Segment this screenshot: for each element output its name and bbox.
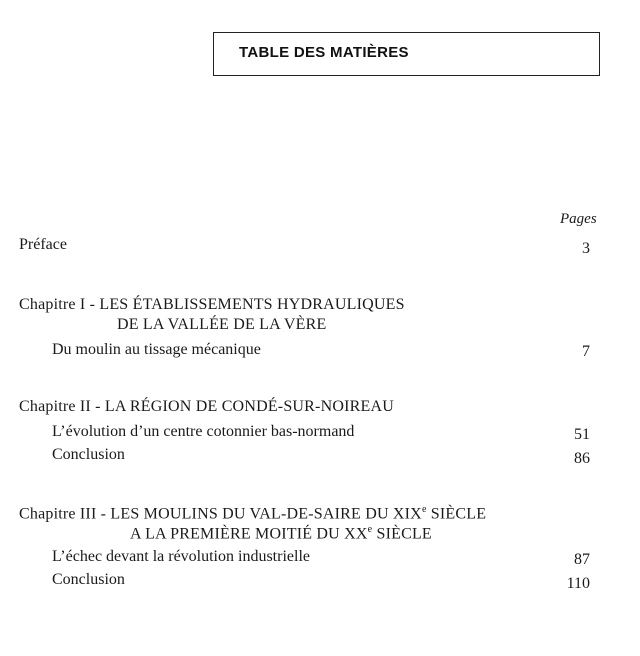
page-title: TABLE DES MATIÈRES (239, 44, 409, 61)
chapter-3-heading-text: Chapitre III - LES MOULINS DU VAL-DE-SAIRE DU XIX (19, 505, 422, 523)
chapter-3-heading-suffix: SIÈCLE (426, 505, 487, 523)
chapter-1-heading-line2: DE LA VALLÉE DE LA VÈRE (117, 316, 327, 333)
chapter-3-heading (19, 504, 486, 523)
chapter-3-entry-1-page: 87 (574, 551, 590, 568)
chapter-3-entry-2-label: Conclusion (52, 571, 125, 588)
chapter-2-entry-2-page: 86 (574, 450, 590, 467)
chapter-3-entry-1-label: L’échec devant la révolution industrielle (52, 548, 310, 565)
chapter-3-heading-line2-suffix: SIÈCLE (372, 525, 432, 543)
chapter-1-heading: Chapitre I - LES ÉTABLISSEMENTS HYDRAULIQUES (19, 296, 405, 313)
chapter-3-heading-line2-text: A LA PREMIÈRE MOITIÉ DU XX (130, 525, 368, 543)
chapter-1-entry-1-page: 7 (582, 343, 590, 360)
title-box (213, 32, 600, 76)
chapter-2-heading: Chapitre II - LA RÉGION DE CONDÉ-SUR-NOIREAU (19, 398, 394, 415)
chapter-2-entry-1-label: L’évolution d’un centre cotonnier bas-normand (52, 423, 355, 440)
chapter-3-heading-line2-sup: e (367, 524, 373, 535)
chapter-1-entry-1-label: Du moulin au tissage mécanique (52, 341, 261, 358)
toc-preface-page: 3 (582, 240, 590, 257)
chapter-3-heading-sup: e (421, 504, 427, 515)
chapter-2-entry-1-page: 51 (574, 426, 590, 443)
pages-column-header: Pages (560, 211, 597, 227)
chapter-2-entry-2-label: Conclusion (52, 446, 125, 463)
chapter-3-entry-2-page: 110 (566, 575, 590, 592)
chapter-3-heading-line2 (130, 524, 432, 543)
toc-preface-label: Préface (19, 236, 67, 253)
